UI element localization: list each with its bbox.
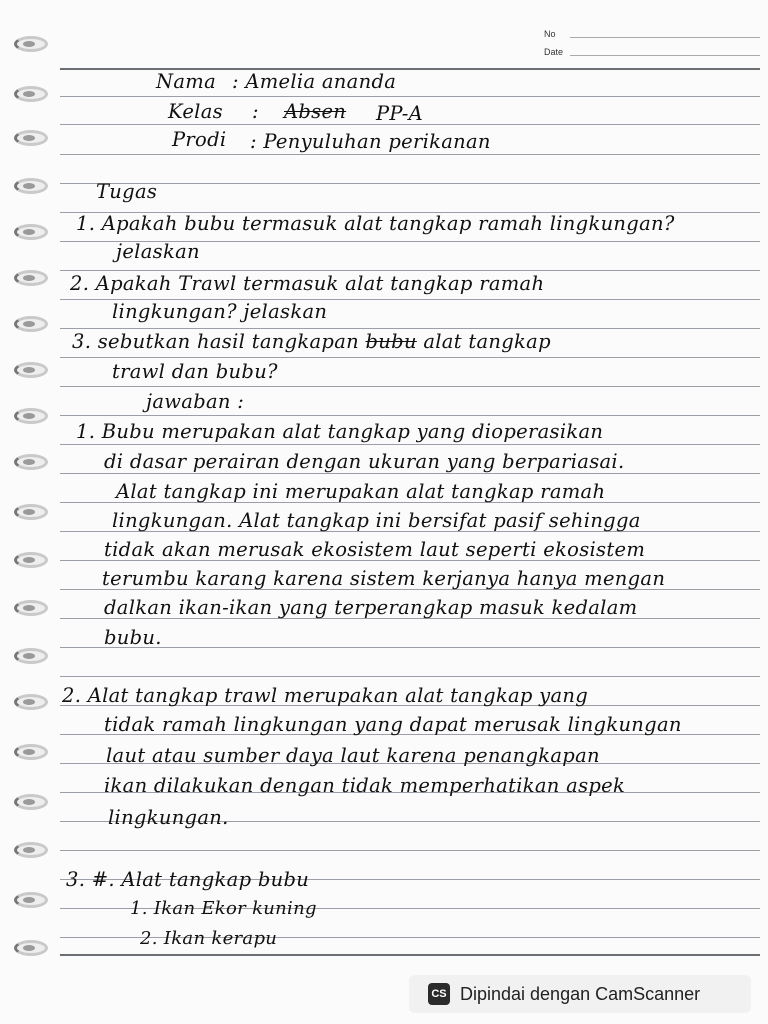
answer-1-line: bubu. [104, 626, 162, 649]
nama-label: Nama [156, 70, 217, 93]
answer-1-line: lingkungan. Alat tangkap ini bersifat pasif sehingga [112, 509, 641, 532]
binding-ring [14, 270, 48, 286]
answer-1-line: 1. Bubu merupakan alat tangkap yang dioperasikan [76, 420, 604, 443]
answer-3-line-1: 3. #. Alat tangkap bubu [66, 868, 310, 891]
answer-1-line: di dasar perairan dengan ukuran yang berpariasai. [104, 450, 625, 473]
spiral-binding [0, 0, 60, 1024]
ruled-line [60, 357, 760, 358]
binding-ring [14, 940, 48, 956]
answer-3-item-2: 2. Ikan kerapu [140, 928, 278, 949]
binding-ring [14, 794, 48, 810]
answer-2-line: laut atau sumber daya laut karena penangkapan [106, 744, 600, 767]
question-2-line-1: 2. Apakah Trawl termasuk alat tangkap ramah [70, 272, 545, 295]
question-1-line-1: 1. Apakah bubu termasuk alat tangkap ramah lingkungan? [76, 212, 675, 235]
binding-ring [14, 892, 48, 908]
answer-2-line: tidak ramah lingkungan yang dapat merusak lingkungan [104, 713, 682, 736]
answer-1-line: dalkan ikan-ikan yang terperangkap masuk kedalam [104, 596, 638, 619]
question-2-line-2: lingkungan? jelaskan [112, 300, 328, 323]
answer-2-line: ikan dilakukan dengan tidak memperhatikan aspek [104, 774, 626, 797]
binding-ring [14, 842, 48, 858]
binding-ring [14, 178, 48, 194]
jawaban-title: jawaban : [146, 390, 245, 413]
kelas-label: Kelas [168, 100, 223, 123]
answer-1-line: Alat tangkap ini merupakan alat tangkap ramah [116, 480, 606, 503]
binding-ring [14, 130, 48, 146]
date-field: Date [544, 47, 563, 57]
binding-ring [14, 86, 48, 102]
ruled-line [60, 850, 760, 851]
answer-2-line: 2. Alat tangkap trawl merupakan alat tangkap yang [62, 684, 589, 707]
binding-ring [14, 744, 48, 760]
kelas-value: PP-A [376, 102, 424, 125]
camscanner-text: Dipindai dengan CamScanner [460, 983, 701, 1004]
ruled-line [60, 444, 760, 445]
binding-ring [14, 316, 48, 332]
ruled-line [60, 676, 760, 677]
nama-value: : Amelia ananda [232, 70, 397, 93]
ruled-line [60, 154, 760, 155]
binding-ring [14, 694, 48, 710]
binding-ring [14, 408, 48, 424]
binding-ring [14, 648, 48, 664]
footer-rule [60, 954, 760, 956]
ruled-line [60, 647, 760, 648]
question-3-line-2: trawl dan bubu? [112, 360, 278, 383]
answer-3-item-1: 1. Ikan Ekor kuning [130, 898, 317, 919]
camscanner-logo-icon: CS [428, 983, 450, 1005]
kelas-struck-text: Absen [284, 100, 347, 123]
binding-ring [14, 36, 48, 52]
question-1-line-2: jelaskan [116, 240, 200, 263]
binding-ring [14, 454, 48, 470]
ruled-line [60, 328, 760, 329]
answer-1-line: tidak akan merusak ekosistem laut seperti ekosistem [104, 538, 646, 561]
question-3-text-a: 3. sebutkan hasil tangkapan [72, 330, 360, 353]
prodi-value: : Penyuluhan perikanan [250, 130, 491, 153]
ruled-line [60, 183, 760, 184]
tugas-title: Tugas [96, 180, 158, 203]
prodi-label: Prodi [172, 128, 227, 151]
ruled-line [60, 415, 760, 416]
answer-1-line: terumbu karang karena sistem kerjanya hanya mengan [102, 567, 666, 590]
binding-ring [14, 552, 48, 568]
binding-ring [14, 224, 48, 240]
ruled-line [60, 473, 760, 474]
question-3-text-b: alat tangkap [423, 330, 551, 353]
question-3-line-1 [72, 330, 551, 353]
binding-ring [14, 362, 48, 378]
camscanner-watermark [409, 975, 751, 1013]
answer-2-line: lingkungan. [108, 806, 229, 829]
kelas-colon: : [252, 100, 259, 123]
binding-ring [14, 504, 48, 520]
question-3-struck-text: bubu [365, 330, 417, 353]
ruled-line [60, 270, 760, 271]
no-field: No [544, 29, 556, 39]
ruled-line [60, 386, 760, 387]
ruled-line [60, 96, 760, 97]
binding-ring [14, 600, 48, 616]
